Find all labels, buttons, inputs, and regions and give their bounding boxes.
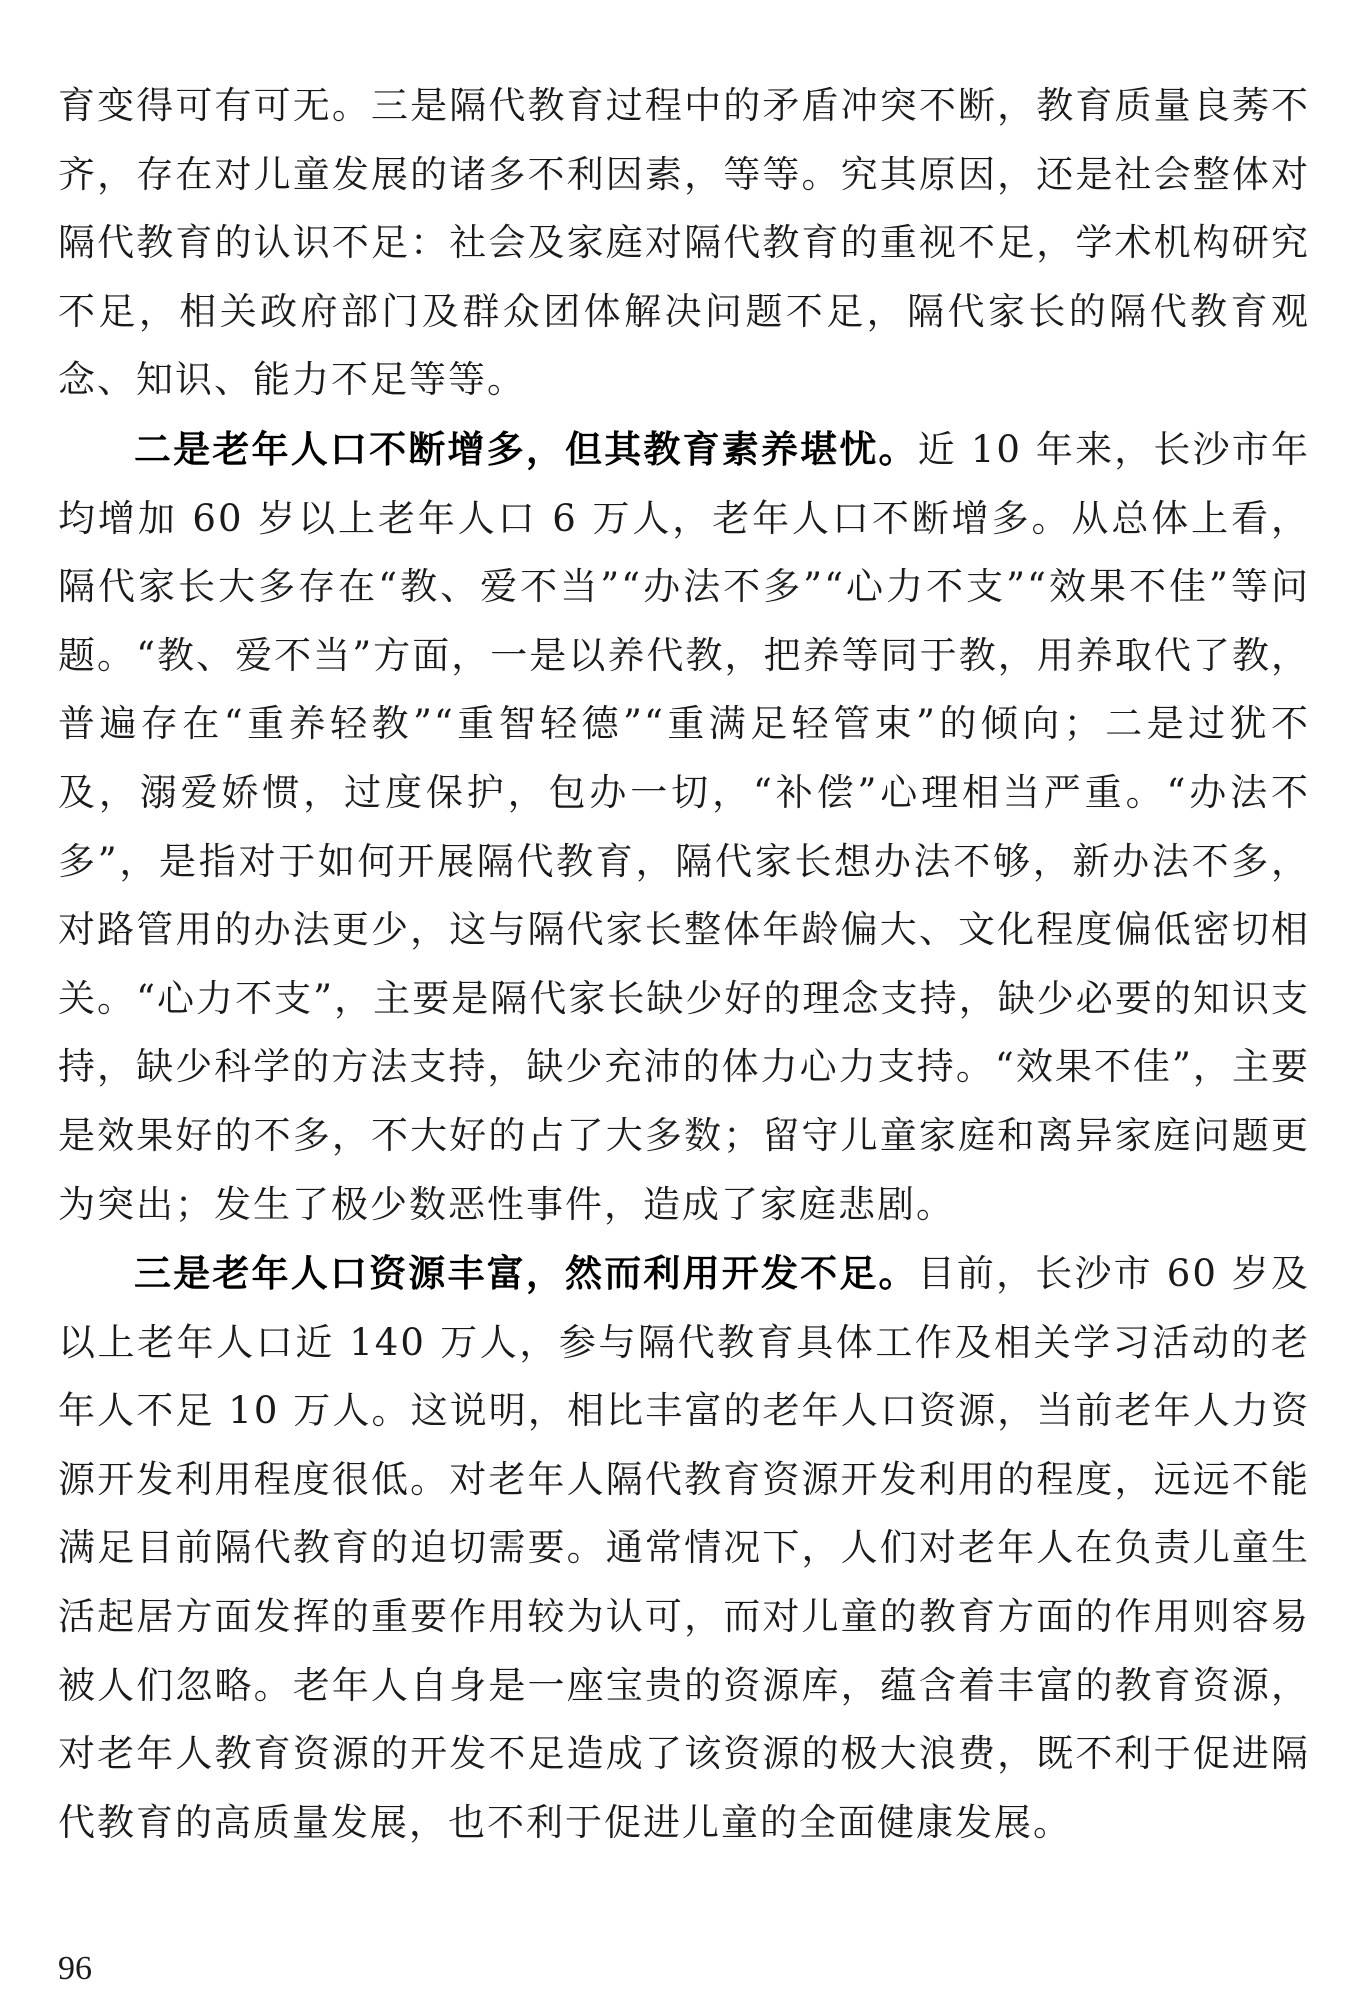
paragraph-text: 目前，长沙市 60 岁及以上老年人口近 140 万人，参与隔代教育具体工作及相关学习活动的老年人不足 10 万人。这说明，相比丰富的老年人口资源，当前老年人力资源开发利用程度很低。对老年人隔代教育资源开发利用的程度，远远不能满足目前隔代教育的迫切需要。通常情况下，人们对老年人在负责儿童生活起居方面发挥的重要作用较为认可，而对儿童的教育方面的作用则容易被人们忽略。老年人自身是一座宝贵的资源库，蕴含着丰富的教育资源，对老年人教育资源的开发不足造成了该资源的极大浪费，既不利于促进隔代教育的高质量发展，也不利于促进儿童的全面健康发展。 (58, 1252, 1310, 1844)
paragraph-continuation (58, 72, 1310, 415)
page-number: 96 (58, 1950, 92, 1987)
paragraph-elderly-population-growth (58, 415, 1310, 1239)
body-text (58, 72, 1310, 1857)
paragraph-text: 近 10 年来，长沙市年均增加 60 岁以上老年人口 6 万人，老年人口不断增多。从总体上看，隔代家长大多存在“教、爱不当”“办法不多”“心力不支”“效果不佳”等问题。“教、爱不当”方面，一是以养代教，把养等同于教，用养取代了教，普遍存在“重养轻教”“重智轻德”“重满足轻管束”的倾向；二是过犹不及，溺爱娇惯，过度保护，包办一切，“补偿”心理相当严重。“办法不多”，是指对于如何开展隔代教育，隔代家长想办法不够，新办法不多，对路管用的办法更少，这与隔代家长整体年龄偏大、文化程度偏低密切相关。“心力不支”，主要是隔代家长缺少好的理念支持，缺少必要的知识支持，缺少科学的方法支持，缺少充沛的体力心力支持。“效果不佳”，主要是效果好的不多，不大好的占了大多数；留守儿童家庭和离异家庭问题更为突出；发生了极少数恶性事件，造成了家庭悲剧。 (58, 427, 1310, 1226)
paragraph-lead-heading: 三是老年人口资源丰富，然而利用开发不足。 (134, 1251, 918, 1296)
paragraph-elderly-resources (58, 1239, 1310, 1857)
paragraph-lead-heading: 二是老年人口不断增多，但其教育素养堪忧。 (134, 426, 918, 471)
paragraph-text: 育变得可有可无。三是隔代教育过程中的矛盾冲突不断，教育质量良莠不齐，存在对儿童发展的诸多不利因素，等等。究其原因，还是社会整体对隔代教育的认识不足：社会及家庭对隔代教育的重视不足，学术机构研究不足，相关政府部门及群众团体解决问题不足，隔代家长的隔代教育观念、知识、能力不足等等。 (58, 84, 1310, 402)
